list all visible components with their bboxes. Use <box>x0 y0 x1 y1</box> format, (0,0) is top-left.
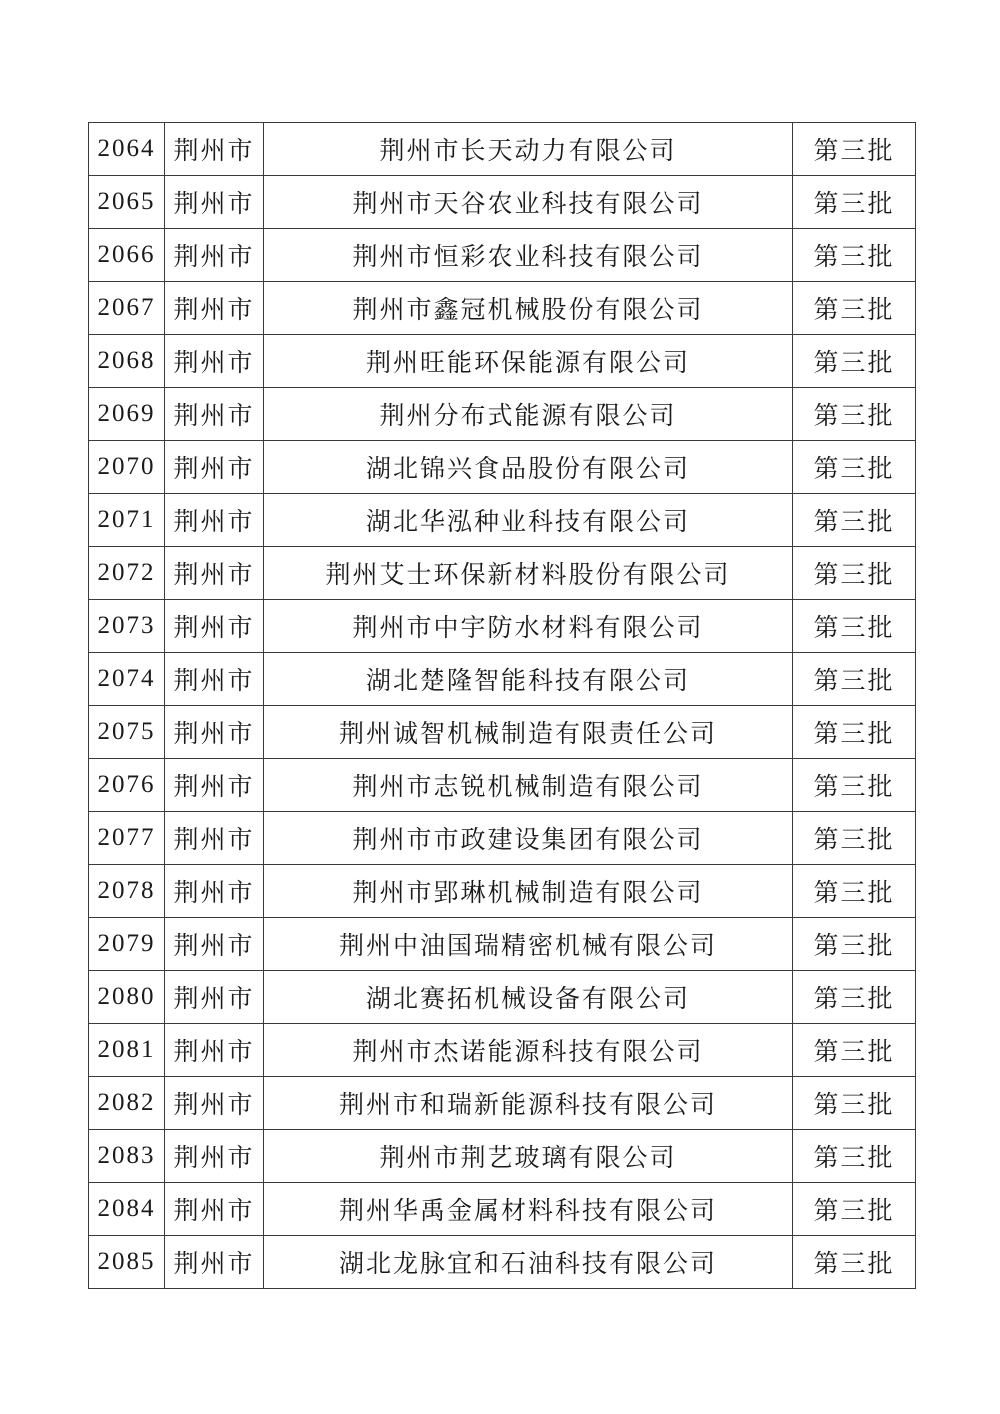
row-company: 湖北赛拓机械设备有限公司 <box>264 971 793 1024</box>
row-company: 荆州市中宇防水材料有限公司 <box>264 600 793 653</box>
row-number: 2070 <box>89 441 165 494</box>
row-number: 2067 <box>89 282 165 335</box>
row-number: 2082 <box>89 1077 165 1130</box>
row-batch: 第三批 <box>793 388 916 441</box>
row-number: 2069 <box>89 388 165 441</box>
row-batch: 第三批 <box>793 918 916 971</box>
row-company: 荆州分布式能源有限公司 <box>264 388 793 441</box>
table-row <box>89 971 916 1024</box>
row-company: 荆州市长天动力有限公司 <box>264 123 793 176</box>
row-city: 荆州市 <box>165 759 264 812</box>
row-number: 2085 <box>89 1236 165 1289</box>
row-city: 荆州市 <box>165 229 264 282</box>
row-number: 2081 <box>89 1024 165 1077</box>
row-city: 荆州市 <box>165 918 264 971</box>
table-row <box>89 706 916 759</box>
table-row <box>89 1024 916 1077</box>
table-row <box>89 759 916 812</box>
row-city: 荆州市 <box>165 1077 264 1130</box>
row-batch: 第三批 <box>793 335 916 388</box>
table-row <box>89 918 916 971</box>
row-number: 2064 <box>89 123 165 176</box>
row-number: 2065 <box>89 176 165 229</box>
row-number: 2066 <box>89 229 165 282</box>
company-list-body <box>89 123 916 1289</box>
row-number: 2080 <box>89 971 165 1024</box>
row-company: 荆州市天谷农业科技有限公司 <box>264 176 793 229</box>
table-row <box>89 812 916 865</box>
row-batch: 第三批 <box>793 812 916 865</box>
table-row <box>89 441 916 494</box>
row-city: 荆州市 <box>165 123 264 176</box>
row-city: 荆州市 <box>165 1024 264 1077</box>
company-list-table <box>88 122 916 1289</box>
row-company: 荆州市恒彩农业科技有限公司 <box>264 229 793 282</box>
row-number: 2071 <box>89 494 165 547</box>
row-batch: 第三批 <box>793 123 916 176</box>
row-city: 荆州市 <box>165 176 264 229</box>
table-row <box>89 176 916 229</box>
row-city: 荆州市 <box>165 865 264 918</box>
row-company: 荆州市郢琳机械制造有限公司 <box>264 865 793 918</box>
row-number: 2083 <box>89 1130 165 1183</box>
row-batch: 第三批 <box>793 653 916 706</box>
row-batch: 第三批 <box>793 1130 916 1183</box>
row-batch: 第三批 <box>793 706 916 759</box>
row-company: 荆州市鑫冠机械股份有限公司 <box>264 282 793 335</box>
row-batch: 第三批 <box>793 600 916 653</box>
table-row <box>89 494 916 547</box>
row-batch: 第三批 <box>793 1236 916 1289</box>
row-company: 荆州市和瑞新能源科技有限公司 <box>264 1077 793 1130</box>
row-company: 荆州华禹金属材料科技有限公司 <box>264 1183 793 1236</box>
row-company: 荆州市杰诺能源科技有限公司 <box>264 1024 793 1077</box>
table-row <box>89 335 916 388</box>
row-batch: 第三批 <box>793 494 916 547</box>
row-number: 2078 <box>89 865 165 918</box>
row-city: 荆州市 <box>165 1236 264 1289</box>
row-batch: 第三批 <box>793 865 916 918</box>
row-number: 2072 <box>89 547 165 600</box>
row-city: 荆州市 <box>165 441 264 494</box>
row-city: 荆州市 <box>165 388 264 441</box>
row-number: 2074 <box>89 653 165 706</box>
row-company: 荆州市志锐机械制造有限公司 <box>264 759 793 812</box>
row-city: 荆州市 <box>165 812 264 865</box>
row-company: 湖北锦兴食品股份有限公司 <box>264 441 793 494</box>
row-company: 湖北华泓种业科技有限公司 <box>264 494 793 547</box>
table-row <box>89 1183 916 1236</box>
table-row <box>89 547 916 600</box>
row-number: 2073 <box>89 600 165 653</box>
row-number: 2077 <box>89 812 165 865</box>
row-company: 荆州诚智机械制造有限责任公司 <box>264 706 793 759</box>
table-row <box>89 282 916 335</box>
row-batch: 第三批 <box>793 971 916 1024</box>
row-company: 荆州中油国瑞精密机械有限公司 <box>264 918 793 971</box>
table-row <box>89 1077 916 1130</box>
row-city: 荆州市 <box>165 494 264 547</box>
table-row <box>89 865 916 918</box>
table-row <box>89 229 916 282</box>
row-batch: 第三批 <box>793 1183 916 1236</box>
table-row <box>89 1130 916 1183</box>
row-city: 荆州市 <box>165 1130 264 1183</box>
row-city: 荆州市 <box>165 600 264 653</box>
row-batch: 第三批 <box>793 1024 916 1077</box>
row-company: 荆州旺能环保能源有限公司 <box>264 335 793 388</box>
row-company: 湖北龙脉宜和石油科技有限公司 <box>264 1236 793 1289</box>
row-batch: 第三批 <box>793 229 916 282</box>
row-city: 荆州市 <box>165 971 264 1024</box>
row-city: 荆州市 <box>165 547 264 600</box>
row-city: 荆州市 <box>165 1183 264 1236</box>
row-company: 荆州市荆艺玻璃有限公司 <box>264 1130 793 1183</box>
row-number: 2076 <box>89 759 165 812</box>
row-batch: 第三批 <box>793 547 916 600</box>
row-batch: 第三批 <box>793 441 916 494</box>
table-row <box>89 388 916 441</box>
table-row <box>89 1236 916 1289</box>
row-city: 荆州市 <box>165 653 264 706</box>
row-city: 荆州市 <box>165 282 264 335</box>
row-number: 2084 <box>89 1183 165 1236</box>
table-row <box>89 600 916 653</box>
row-number: 2079 <box>89 918 165 971</box>
row-batch: 第三批 <box>793 1077 916 1130</box>
row-company: 湖北楚隆智能科技有限公司 <box>264 653 793 706</box>
row-batch: 第三批 <box>793 176 916 229</box>
row-city: 荆州市 <box>165 706 264 759</box>
row-batch: 第三批 <box>793 759 916 812</box>
row-number: 2075 <box>89 706 165 759</box>
row-number: 2068 <box>89 335 165 388</box>
row-company: 荆州艾士环保新材料股份有限公司 <box>264 547 793 600</box>
table-row <box>89 123 916 176</box>
table-row <box>89 653 916 706</box>
row-batch: 第三批 <box>793 282 916 335</box>
row-city: 荆州市 <box>165 335 264 388</box>
row-company: 荆州市市政建设集团有限公司 <box>264 812 793 865</box>
